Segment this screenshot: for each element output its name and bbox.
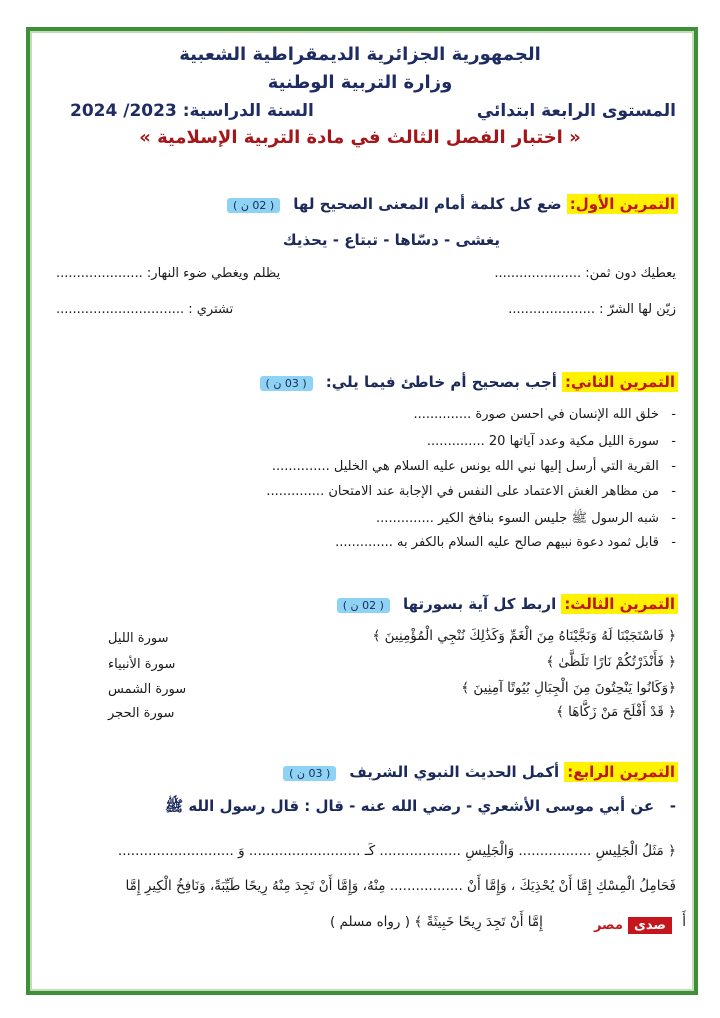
exercise-3-title: اربط كل آية بسورتها [402,595,557,613]
ex1-line-2: يظلم ويغطي ضوء النهار: ..................... [56,266,281,281]
exercise-1-title: ضع كل كلمة أمام المعنى الصحيح لها [293,195,562,213]
exercise-1-label: التمرين الأول: [567,194,678,214]
ex1-line-1: يعطيك دون ثمن: ..................... [494,266,676,281]
ex3-surah-2: سورة الأنبياء [108,657,176,672]
hadith-line-2: فَحَامِلُ الْمِسْكِ إِمَّا أَنْ يُحْذِيَكَ ، وَإِمَّا أَنْ ................. مِنْهُ، وَإِمَّا أَنْ تَجِدَ مِنْهُ رِيحًا طَيِّبَةً، وَنَافِخُ الْكِيرِ إِمَّا [125,878,676,894]
hadith-line-1: ﴿ مَثَلُ الْجَلِيسِ ................. وَالْجَلِيسِ ................... كَـ .......................... وَ ........................... [117,843,676,859]
ministry-title: وزارة التربية الوطنية [267,72,453,93]
ex2-item-2: - سورة الليل مكية وعدد آياتها 20 .............. [426,434,676,449]
ex2-item-5: - شبه الرسول ﷺ جليس السوء بنافخ الكير .............. [376,511,676,526]
hadith-line-3-start: أَ [682,914,686,930]
ex3-verse-4: ﴿ قَدْ أَفْلَحَ مَنْ زَكَّاهَا ﴾ [555,704,676,720]
ex3-verse-3: ﴿وَكَانُوا يَنْحِتُونَ مِنَ الْجِبَالِ بُيُوتًا آمِنِينَ ﴾ [461,680,676,696]
ex1-line-3: زيّن لها الشرّ : ..................... [508,302,676,317]
exercise-3-header [337,594,678,613]
exercise-2-title: أجب بصحيح أم خاطئ فيما يلي: [325,373,557,391]
exercise-2-points: ( 03 ن ) [260,376,313,391]
level-label: المستوى الرابعة ابتدائي [476,101,676,121]
exercise-3-points: ( 02 ن ) [337,598,390,613]
exercise-1-header [227,194,678,213]
exercise-1-word-bank: يغشى - دسّاها - تبتاع - يحذيك [282,231,500,249]
watermark-brand-box: صدى [628,917,672,934]
watermark-logo [594,914,672,934]
ex3-surah-3: سورة الشمس [108,682,187,697]
ex2-item-1: - خلق الله الإنسان في احسن صورة .............. [413,407,676,422]
exercise-4-label: التمرين الرابع: [564,762,678,782]
ex1-line-4: تشتري : ............................... [56,302,234,317]
ex3-surah-4: سورة الحجر [108,706,175,721]
exercise-4-header [283,762,678,781]
ex3-verse-2: ﴿ فَأَنْذَرْتُكُمْ نَارًا تَلَظَّىٰ ﴾ [546,654,676,670]
watermark-brand-text: مصر [593,918,623,933]
ex2-item-4: - من مظاهر الغش الاعتماد على النفس في الإجابة عند الامتحان .............. [266,484,676,499]
ex2-item-6: - قابل ثمود دعوة نبيهم صالح عليه السلام بالكفر به .............. [335,535,676,550]
ex3-surah-1: سورة الليل [108,631,169,646]
school-year: السنة الدراسية: 2023/ 2024 [70,101,314,121]
ex3-verse-1: ﴿ فَاسْتَجَبْنَا لَهُ وَنَجَّيْنَاهُ مِنَ الْغَمِّ وَكَذَٰلِكَ نُنْجِي الْمُؤْمِنِينَ ﴾ [372,628,676,644]
hadith-line-3-end: إِمَّا أَنْ تَجِدَ رِيحًا خَبِيثَةً ﴾ ( رواه مسلم ) [330,914,543,930]
exercise-2-label: التمرين الثاني: [562,372,678,392]
exercise-4-points: ( 03 ن ) [283,766,336,781]
republic-title: الجمهورية الجزائرية الديمقراطية الشعبية [179,44,541,65]
exam-title: « اختبار الفصل الثالث في مادة التربية الإسلامية » [139,127,581,148]
exercise-2-header [260,372,678,391]
exercise-4-title: أكمل الحديث النبوي الشريف [349,763,560,781]
exercise-1-points: ( 02 ن ) [227,198,280,213]
ex2-item-3: - القرية التي أرسل إليها نبي الله يونس عليه السلام هي الخليل .............. [271,459,676,474]
exercise-3-label: التمرين الثالث: [561,594,678,614]
hadith-narrator: - عن أبي موسى الأشعري - رضي الله عنه - قال : قال رسول الله ﷺ [164,797,676,815]
